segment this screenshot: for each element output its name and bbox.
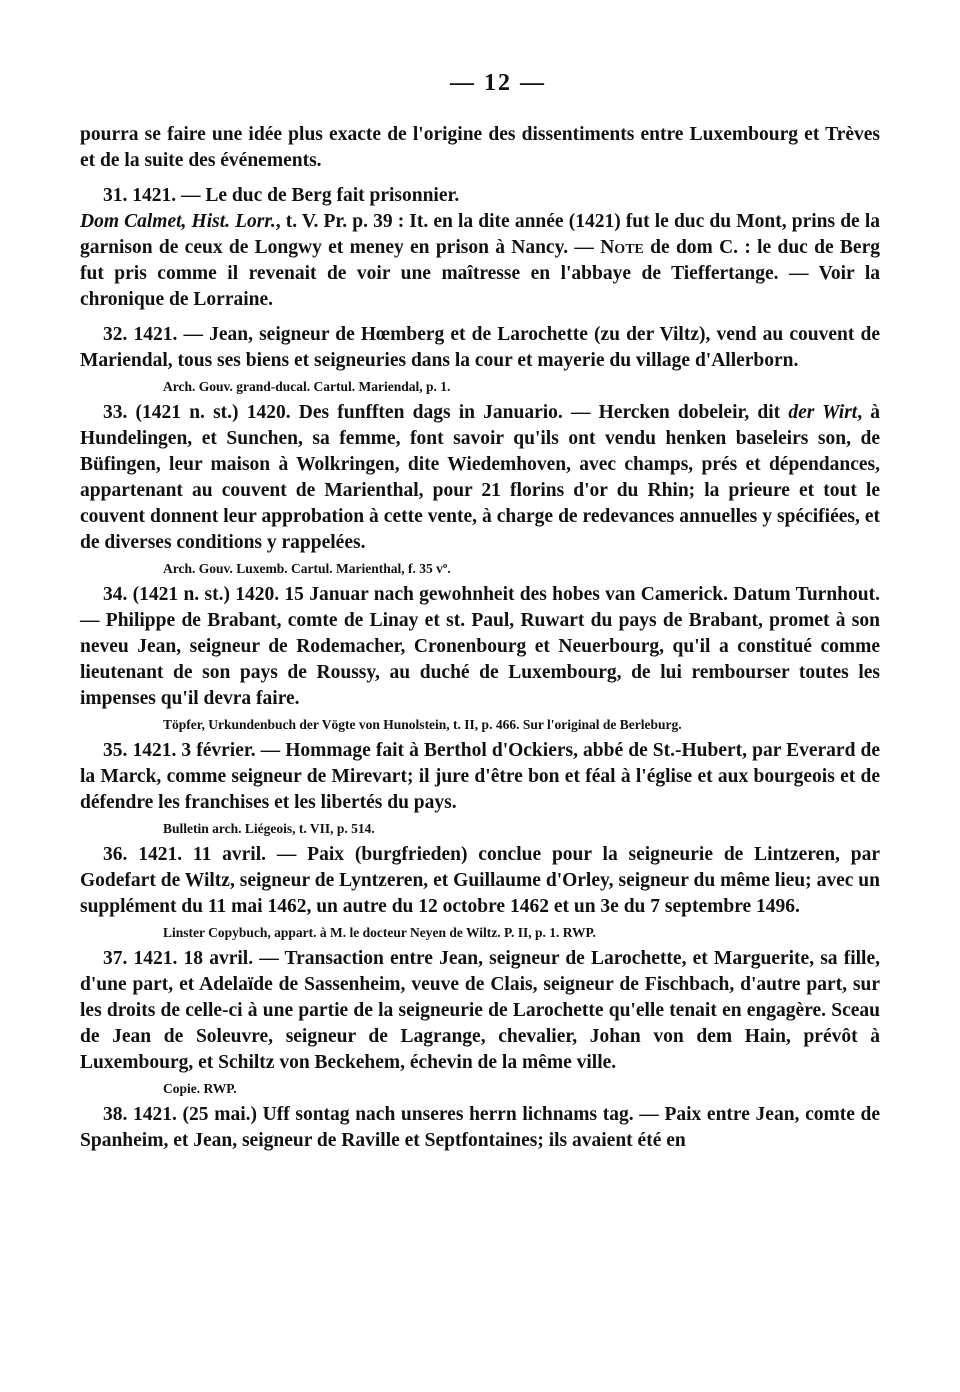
entry-32 <box>80 322 880 396</box>
entry-35-body: 35. 1421. 3 février. — Hommage fait à Berthol d'Ockiers, abbé de St.-Hubert, par Everard de la Marck, comme seigneur de Mirevart; il jure d'être bon et féal à l'église et aux bourgeois et de défendre les franchises et les libertés du pays. <box>80 740 880 813</box>
entry-37-source: Copie. RWP. <box>163 1081 237 1096</box>
entry-37-body: 37. 1421. 18 avril. — Transaction entre Jean, seigneur de Larochette, et Marguerite, sa fille, d'une part, et Adelaïde de Sassenheim, veuve de Clais, seigneur de Fischbach, d'autre part, sur les droits de celle-ci à une partie de la seigneurie de Larochette qu'elle tenait en engagère. Sceau de Jean de Soleuvre, seigneur de Lagrange, chevalier, Johan von dem Hain, prévôt à Luxembourg, et Schiltz von Beckehem, échevin de la même ville. <box>80 948 880 1073</box>
entry-31-heading: 31. 1421. — Le duc de Berg fait prisonnier. <box>103 185 460 206</box>
entry-33-source: Arch. Gouv. Luxemb. Cartul. Marienthal, f. 35 vº. <box>163 561 451 576</box>
entry-34-body: 34. (1421 n. st.) 1420. 15 Januar nach gewohnheit des hobes van Camerick. Datum Turnhout. — Philippe de Brabant, comte de Linay et st. Paul, Ruwart du pays de Brabant, promet à son neveu Jean, seigneur de Rodemacher, Cronenbourg et Neuerbourg, qu'il a constitué comme lieutenant de son pays de Roussy, au duché de Luxembourg, de lui rembourser toutes les impenses qu'il devra faire. <box>80 584 880 709</box>
entry-35 <box>80 738 880 838</box>
entry-38 <box>80 1102 880 1154</box>
entry-32-body: 32. 1421. — Jean, seigneur de Hœmberg et de Larochette (zu der Viltz), vend au couvent de Mariendal, tous ses biens et seigneuries dans la cour et mayerie du village d'Allerborn. <box>80 324 880 371</box>
entry-37 <box>80 946 880 1098</box>
entry-31 <box>80 183 880 313</box>
entry-38-body: 38. 1421. (25 mai.) Uff sontag nach unseres herrn lichnams tag. — Paix entre Jean, comte de Spanheim, et Jean, seigneur de Raville et Septfontaines; ils avaient été en <box>80 1104 881 1151</box>
entry-31-body: Dom Calmet, Hist. Lorr., t. V. Pr. p. 39 : It. en la dite année (1421) fut le duc du Mont, prins de la garnison de ceux de Longwy et meney en prison à Nancy. — Note de dom C. : le duc de Berg fut pris comme il revenait de voir une maîtresse en l'abbaye de Tieffertange. — Voir la chronique de Lorraine. <box>80 211 880 310</box>
entry-32-source: Arch. Gouv. grand-ducal. Cartul. Mariendal, p. 1. <box>163 379 451 394</box>
entry-36-body: 36. 1421. 11 avril. — Paix (burgfrieden) conclue pour la seigneurie de Lintzeren, par Godefart de Wiltz, seigneur de Lyntzeren, et Guillaume d'Orley, seigneur du même lieu; avec un supplément du 11 mai 1462, un autre du 12 octobre 1462 et un 3e du 7 septembre 1496. <box>80 844 880 917</box>
entry-33 <box>80 400 880 578</box>
entry-34-source: Töpfer, Urkundenbuch der Vögte von Hunolstein, t. II, p. 466. Sur l'original de Berleburg. <box>163 717 682 732</box>
paragraph-continuation: pourra se faire une idée plus exacte de l'origine des dissentiments entre Luxembourg et Trèves et de la suite des événements. <box>80 124 880 171</box>
entry-36 <box>80 842 880 942</box>
entry-31-source-title: Dom Calmet, Hist. Lorr. <box>80 211 276 232</box>
entry-34 <box>80 582 880 734</box>
text-column <box>80 122 880 1154</box>
entry-33-body: 33. (1421 n. st.) 1420. Des funfften dags in Januario. — Hercken dobeleir, dit der Wirt, à Hundelingen, et Sunchen, sa femme, font savoir qu'ils ont vendu henken baseleirs son, de Büfingen, leur maison à Wolkringen, dite Wiedemhoven, avec champs, prés et dépendances, appartenant au couvent de Marienthal, pour 21 florins d'or du Rhin; la prieure et tout le couvent donnent leur approbation à cette vente, à charge de redevances annuelles y spécifiées, et de diverses conditions y rappelées. <box>80 402 880 553</box>
entry-36-source: Linster Copybuch, appart. à M. le docteur Neyen de Wiltz. P. II, p. 1. RWP. <box>163 925 596 940</box>
entry-35-source: Bulletin arch. Liégeois, t. VII, p. 514. <box>163 821 375 836</box>
page-number: — 12 — <box>450 70 546 96</box>
note-label: Note <box>600 237 644 258</box>
